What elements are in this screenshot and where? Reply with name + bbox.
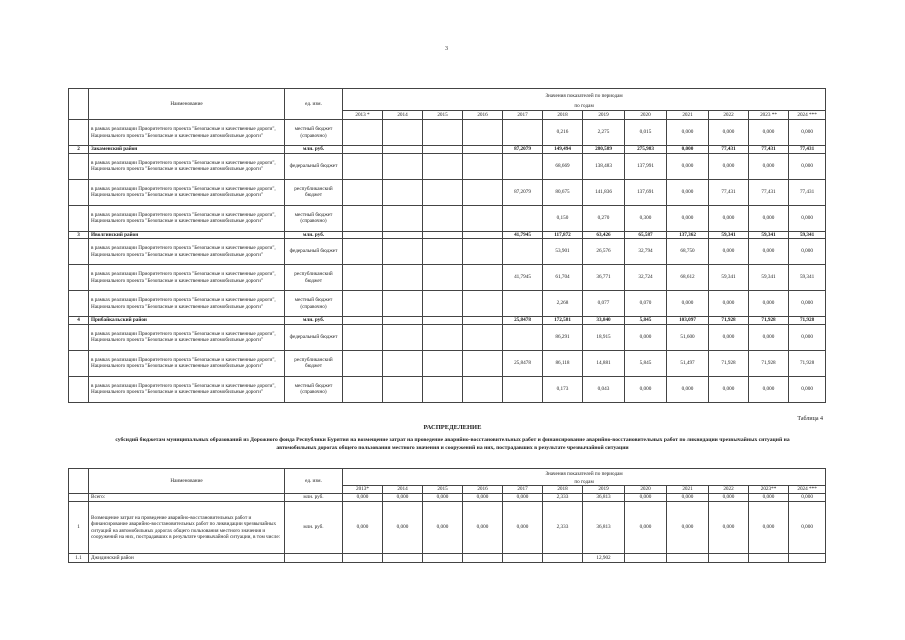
value-cell: 0,015 — [625, 120, 667, 146]
value-cell — [463, 205, 503, 231]
header-year: 2021 — [667, 486, 709, 494]
header-year: 2021 — [667, 111, 709, 120]
header-year: 2022 — [709, 111, 749, 120]
value-cell — [383, 376, 423, 402]
row-number: 3 — [69, 231, 89, 239]
value-cell — [383, 554, 423, 563]
header-year: 2022 — [709, 486, 749, 494]
value-cell: 138,483 — [583, 153, 625, 179]
value-cell — [543, 554, 583, 563]
row-description: Джидинский район — [89, 554, 285, 563]
value-cell: 51,600 — [667, 324, 709, 350]
value-cell — [423, 291, 463, 317]
value-cell: 0,000 — [625, 494, 667, 502]
value-cell: 0,000 — [423, 494, 463, 502]
value-cell: 0,000 — [709, 120, 749, 146]
value-cell — [423, 324, 463, 350]
budget-row — [69, 291, 826, 317]
value-cell: 2,268 — [543, 291, 583, 317]
value-cell — [503, 291, 543, 317]
value-cell — [383, 153, 423, 179]
value-cell: 61,704 — [543, 265, 583, 291]
value-cell: 0,000 — [343, 494, 383, 502]
value-cell — [383, 179, 423, 205]
value-cell: 65,587 — [625, 231, 667, 239]
value-cell: 0,000 — [749, 153, 789, 179]
budget-row — [69, 120, 826, 146]
value-cell: 5,845 — [625, 317, 667, 325]
header-year: 2015 — [423, 111, 463, 120]
value-cell — [423, 231, 463, 239]
value-cell: 0,000 — [667, 494, 709, 502]
value-cell — [383, 291, 423, 317]
value-cell: 18,915 — [583, 324, 625, 350]
value-cell — [383, 205, 423, 231]
value-cell: 2,333 — [543, 494, 583, 502]
value-cell — [343, 350, 383, 376]
value-cell: 0,000 — [503, 494, 543, 502]
value-cell: 71,928 — [789, 350, 826, 376]
header-year: 2024 *** — [789, 486, 826, 494]
value-cell: 53,901 — [543, 239, 583, 265]
value-cell: 0,000 — [503, 502, 543, 554]
section-title: РАСПРЕДЕЛЕНИЕ — [423, 424, 482, 431]
value-cell: 0,000 — [709, 291, 749, 317]
value-cell — [503, 324, 543, 350]
value-cell — [343, 153, 383, 179]
row-unit: млн. руб. — [285, 317, 343, 325]
district-name: Закаменский район — [89, 146, 285, 154]
row-unit: местный бюджет (справочно) — [285, 120, 343, 146]
budget-row — [69, 265, 826, 291]
value-cell: 41,7945 — [503, 231, 543, 239]
value-cell: 0,150 — [543, 205, 583, 231]
value-cell: 0,077 — [583, 291, 625, 317]
value-cell: 137,991 — [625, 153, 667, 179]
value-cell — [383, 120, 423, 146]
row-unit: местный бюджет (справочно) — [285, 291, 343, 317]
row-unit: млн. руб. — [285, 502, 343, 554]
value-cell: 51,497 — [667, 350, 709, 376]
value-cell: 0,000 — [463, 494, 503, 502]
value-cell: 59,341 — [749, 265, 789, 291]
value-cell: 32,724 — [625, 265, 667, 291]
value-cell — [343, 265, 383, 291]
value-cell: 68,750 — [667, 239, 709, 265]
value-cell: 0,000 — [789, 153, 826, 179]
value-cell — [383, 350, 423, 376]
value-cell: 0,000 — [383, 494, 423, 502]
row-number: 4 — [69, 317, 89, 325]
value-cell: 36,813 — [583, 494, 625, 502]
value-cell — [463, 265, 503, 291]
value-cell: 0,300 — [625, 205, 667, 231]
row-description: в рамках реализации Приоритетного проекта "Безопасные и качественные дороги", Национального проекта "Безопасные и качественные автомобильные дороги" — [89, 120, 285, 146]
row-number: 2 — [69, 146, 89, 154]
value-cell: 0,043 — [583, 376, 625, 402]
value-cell — [383, 146, 423, 154]
header-year: 2023** — [749, 486, 789, 494]
row-description: в рамках реализации Приоритетного проекта "Безопасные и качественные дороги", Национального проекта "Безопасные и качественные автомобильные дороги" — [89, 291, 285, 317]
value-cell: 0,000 — [709, 205, 749, 231]
budget-row — [69, 205, 826, 231]
value-cell: 0,000 — [749, 502, 789, 554]
row-description: в рамках реализации Приоритетного проекта "Безопасные и качественные дороги", Национального проекта "Безопасные и качественные автомобильные дороги" — [89, 265, 285, 291]
value-cell — [423, 317, 463, 325]
value-cell — [383, 317, 423, 325]
value-cell — [503, 376, 543, 402]
value-cell — [343, 205, 383, 231]
value-cell — [343, 179, 383, 205]
value-cell — [343, 376, 383, 402]
row-description: в рамках реализации Приоритетного проекта "Безопасные и качественные дороги", Национального проекта "Безопасные и качественные автомобильные дороги" — [89, 205, 285, 231]
budget-row — [69, 179, 826, 205]
value-cell — [789, 554, 826, 563]
district-name: Иволгинский район — [89, 231, 285, 239]
row-unit: федеральный бюджет — [285, 324, 343, 350]
row-number — [69, 265, 89, 291]
row-description: в рамках реализации Приоритетного проекта "Безопасные и качественные дороги", Национального проекта "Безопасные и качественные автомобильные дороги" — [89, 153, 285, 179]
value-cell: 0,000 — [789, 239, 826, 265]
section-description: субсидий бюджетам муниципальных образований из Дорожного фонда Республики Бурятия на возмещение затрат на проведение аварийно-восстановительных работ и финансирование аварийно-восстановительных работ по ликвидации чрезвычайных ситуаций на автомобильных дорогах общего пользования местного значения и сооружений на них, пострадавших в результате чрезвычайной ситуации — [115, 437, 790, 452]
value-cell: 0,000 — [749, 239, 789, 265]
header-year: 2017 — [503, 111, 543, 120]
value-cell: 0,000 — [709, 502, 749, 554]
row-unit: республиканский бюджет — [285, 265, 343, 291]
row-description: в рамках реализации Приоритетного проекта "Безопасные и качественные дороги", Национального проекта "Безопасные и качественные автомобильные дороги" — [89, 324, 285, 350]
row-description: в рамках реализации Приоритетного проекта "Безопасные и качественные дороги", Национального проекта "Безопасные и качественные автомобильные дороги" — [89, 239, 285, 265]
value-cell — [463, 120, 503, 146]
value-cell: 0,270 — [583, 205, 625, 231]
value-cell: 0,000 — [625, 376, 667, 402]
value-cell: 77,431 — [749, 179, 789, 205]
budget-row — [69, 350, 826, 376]
page-number: 3 — [445, 46, 448, 52]
value-cell: 0,000 — [749, 291, 789, 317]
budget-row — [69, 554, 826, 563]
value-cell: 77,431 — [709, 179, 749, 205]
budget-row — [69, 494, 826, 502]
value-cell: 71,928 — [749, 350, 789, 376]
header-year: 2019 — [583, 486, 625, 494]
value-cell: 59,341 — [789, 265, 826, 291]
header-row — [69, 89, 826, 103]
value-cell: 71,928 — [709, 317, 749, 325]
row-description: в рамках реализации Приоритетного проекта "Безопасные и качественные дороги", Национального проекта "Безопасные и качественные автомобильные дороги" — [89, 179, 285, 205]
value-cell: 137,691 — [625, 179, 667, 205]
value-cell — [463, 153, 503, 179]
value-cell: 26,576 — [583, 239, 625, 265]
row-number — [69, 179, 89, 205]
value-cell — [463, 350, 503, 376]
value-cell: 36,813 — [583, 502, 625, 554]
value-cell — [503, 153, 543, 179]
value-cell — [343, 146, 383, 154]
row-number — [69, 494, 89, 502]
value-cell: 280,589 — [583, 146, 625, 154]
value-cell — [503, 239, 543, 265]
value-cell: 0,000 — [667, 179, 709, 205]
row-number: 1.1 — [69, 554, 89, 563]
value-cell: 0,000 — [625, 324, 667, 350]
budget-table-continued — [68, 88, 826, 403]
header-year: 2019 — [583, 111, 625, 120]
row-unit: млн. руб. — [285, 494, 343, 502]
value-cell: 0,000 — [625, 502, 667, 554]
row-description: в рамках реализации Приоритетного проекта "Безопасные и качественные дороги", Национального проекта "Безопасные и качественные автомобильные дороги" — [89, 376, 285, 402]
value-cell: 0,000 — [343, 502, 383, 554]
value-cell: 0,000 — [463, 502, 503, 554]
value-cell: 0,000 — [667, 153, 709, 179]
value-cell: 32,794 — [625, 239, 667, 265]
header-year: 2017 — [503, 486, 543, 494]
row-unit — [285, 554, 343, 563]
value-cell: 68,612 — [667, 265, 709, 291]
value-cell — [343, 324, 383, 350]
value-cell: 71,928 — [709, 350, 749, 376]
header-year: 2016 — [463, 111, 503, 120]
value-cell — [625, 554, 667, 563]
value-cell: 0,000 — [749, 205, 789, 231]
value-cell: 117,872 — [543, 231, 583, 239]
row-description: в рамках реализации Приоритетного проекта "Безопасные и качественные дороги", Национального проекта "Безопасные и качественные автомобильные дороги" — [89, 350, 285, 376]
value-cell: 149,494 — [543, 146, 583, 154]
row-description: Всего: — [89, 494, 285, 502]
header-year: 2018 — [543, 111, 583, 120]
header-year: 2014 — [383, 486, 423, 494]
budget-row — [69, 153, 826, 179]
value-cell: 41,7945 — [503, 265, 543, 291]
district-row — [69, 317, 826, 325]
header-year: 2020 — [625, 111, 667, 120]
value-cell — [423, 146, 463, 154]
value-cell — [463, 231, 503, 239]
value-cell — [423, 350, 463, 376]
value-cell — [423, 179, 463, 205]
row-description: Возмещение затрат на проведение аварийно-восстановительных работ и финансирование аварийно-восстановительных работ по ликвидации чрезвычайных ситуаций на автомобильных дорогах общего пользования местного значения и сооружений на них, пострадавших в результате чрезвычайной ситуации, в том числе: — [89, 502, 285, 554]
value-cell: 137,362 — [667, 231, 709, 239]
value-cell: 0,000 — [789, 502, 826, 554]
value-cell: 0,000 — [709, 153, 749, 179]
value-cell: 0,173 — [543, 376, 583, 402]
value-cell: 103,097 — [667, 317, 709, 325]
row-number — [69, 153, 89, 179]
value-cell: 0,000 — [667, 146, 709, 154]
value-cell — [423, 205, 463, 231]
value-cell: 0,000 — [789, 205, 826, 231]
value-cell — [463, 376, 503, 402]
value-cell: 77,431 — [789, 146, 826, 154]
value-cell: 86,291 — [543, 324, 583, 350]
value-cell — [343, 317, 383, 325]
value-cell: 0,000 — [709, 239, 749, 265]
value-cell: 59,341 — [709, 231, 749, 239]
budget-row — [69, 239, 826, 265]
header-year: 2013 * — [343, 111, 383, 120]
header-year: 2018 — [543, 486, 583, 494]
header-unit: ед. изм. — [285, 89, 343, 120]
value-cell: 14,881 — [583, 350, 625, 376]
row-number — [69, 205, 89, 231]
value-cell — [463, 146, 503, 154]
header-year: 2020 — [625, 486, 667, 494]
header-year: 2024 *** — [789, 111, 826, 120]
row-unit: республиканский бюджет — [285, 179, 343, 205]
value-cell: 25,8478 — [503, 317, 543, 325]
header-year: 2015 — [423, 486, 463, 494]
row-number — [69, 239, 89, 265]
header-by-years: по годам — [343, 479, 826, 486]
value-cell — [343, 291, 383, 317]
value-cell: 0,000 — [667, 376, 709, 402]
value-cell — [503, 120, 543, 146]
value-cell: 0,000 — [789, 120, 826, 146]
value-cell — [463, 324, 503, 350]
value-cell — [463, 179, 503, 205]
header-name: Наименование — [89, 89, 285, 120]
budget-row — [69, 376, 826, 402]
table-label: Таблица 4 — [797, 416, 823, 422]
value-cell — [463, 239, 503, 265]
value-cell: 87,2079 — [503, 146, 543, 154]
value-cell: 0,000 — [709, 376, 749, 402]
value-cell — [667, 554, 709, 563]
value-cell — [423, 265, 463, 291]
district-row — [69, 146, 826, 154]
value-cell: 63,426 — [583, 231, 625, 239]
value-cell — [463, 291, 503, 317]
header-year: 2023 ** — [749, 111, 789, 120]
value-cell: 275,983 — [625, 146, 667, 154]
value-cell — [503, 554, 543, 563]
value-cell: 59,341 — [709, 265, 749, 291]
row-number — [69, 291, 89, 317]
value-cell: 71,928 — [749, 317, 789, 325]
value-cell — [343, 554, 383, 563]
row-unit: местный бюджет (справочно) — [285, 376, 343, 402]
header-year: 2016 — [463, 486, 503, 494]
value-cell: 0,000 — [749, 120, 789, 146]
value-cell: 0,000 — [423, 502, 463, 554]
value-cell: 0,000 — [383, 502, 423, 554]
value-cell: 0,216 — [543, 120, 583, 146]
value-cell: 0,000 — [709, 324, 749, 350]
value-cell: 68,669 — [543, 153, 583, 179]
row-unit: федеральный бюджет — [285, 239, 343, 265]
value-cell — [343, 120, 383, 146]
value-cell: 0,000 — [709, 494, 749, 502]
value-cell: 0,000 — [667, 120, 709, 146]
value-cell: 0,000 — [789, 494, 826, 502]
value-cell — [423, 376, 463, 402]
value-cell: 5,845 — [625, 350, 667, 376]
value-cell: 71,928 — [789, 317, 826, 325]
value-cell: 36,771 — [583, 265, 625, 291]
row-unit: млн. руб. — [285, 146, 343, 154]
row-unit: млн. руб. — [285, 231, 343, 239]
value-cell — [383, 239, 423, 265]
header-year: 2013* — [343, 486, 383, 494]
value-cell: 0,000 — [667, 502, 709, 554]
value-cell — [423, 120, 463, 146]
value-cell: 0,000 — [749, 324, 789, 350]
header-number-cell — [69, 469, 89, 494]
header-year: 2014 — [383, 111, 423, 120]
value-cell: 80,675 — [543, 179, 583, 205]
header-by-years: по годам — [343, 103, 826, 111]
value-cell: 87,2079 — [503, 179, 543, 205]
value-cell: 0,000 — [789, 376, 826, 402]
row-number — [69, 350, 89, 376]
value-cell — [343, 239, 383, 265]
value-cell — [463, 554, 503, 563]
value-cell — [709, 554, 749, 563]
value-cell: 59,341 — [749, 231, 789, 239]
district-row — [69, 231, 826, 239]
value-cell: 0,000 — [667, 291, 709, 317]
value-cell: 0,000 — [749, 376, 789, 402]
value-cell: 77,431 — [749, 146, 789, 154]
value-cell — [423, 153, 463, 179]
value-cell: 86,118 — [543, 350, 583, 376]
value-cell — [423, 239, 463, 265]
value-cell: 59,341 — [789, 231, 826, 239]
value-cell: 0,000 — [789, 324, 826, 350]
row-number — [69, 376, 89, 402]
value-cell: 2,275 — [583, 120, 625, 146]
value-cell: 12,902 — [583, 554, 625, 563]
value-cell — [749, 554, 789, 563]
header-values-title: Значения показателей по периодам — [343, 469, 826, 479]
row-number: 1 — [69, 502, 89, 554]
row-number — [69, 324, 89, 350]
value-cell — [383, 324, 423, 350]
budget-row — [69, 502, 826, 554]
header-row — [69, 469, 826, 479]
value-cell: 172,581 — [543, 317, 583, 325]
value-cell — [463, 317, 503, 325]
value-cell: 0,070 — [625, 291, 667, 317]
value-cell: 2,333 — [543, 502, 583, 554]
value-cell — [343, 231, 383, 239]
value-cell: 0,000 — [789, 291, 826, 317]
value-cell — [383, 231, 423, 239]
header-values-title: Значения показателей по периодам — [343, 89, 826, 103]
value-cell: 141,836 — [583, 179, 625, 205]
row-number — [69, 120, 89, 146]
value-cell: 77,431 — [709, 146, 749, 154]
header-unit: ед. изм. — [285, 469, 343, 494]
value-cell: 77,431 — [789, 179, 826, 205]
value-cell — [383, 265, 423, 291]
value-cell: 0,000 — [667, 205, 709, 231]
value-cell — [503, 205, 543, 231]
value-cell — [423, 554, 463, 563]
row-unit: республиканский бюджет — [285, 350, 343, 376]
row-unit: федеральный бюджет — [285, 153, 343, 179]
budget-row — [69, 324, 826, 350]
row-unit: местный бюджет (справочно) — [285, 205, 343, 231]
value-cell: 33,840 — [583, 317, 625, 325]
district-name: Прибайкальский район — [89, 317, 285, 325]
value-cell: 25,8478 — [503, 350, 543, 376]
header-name: Наименование — [89, 469, 285, 494]
header-number-cell — [69, 89, 89, 120]
value-cell: 0,000 — [749, 494, 789, 502]
distribution-table — [68, 468, 826, 563]
